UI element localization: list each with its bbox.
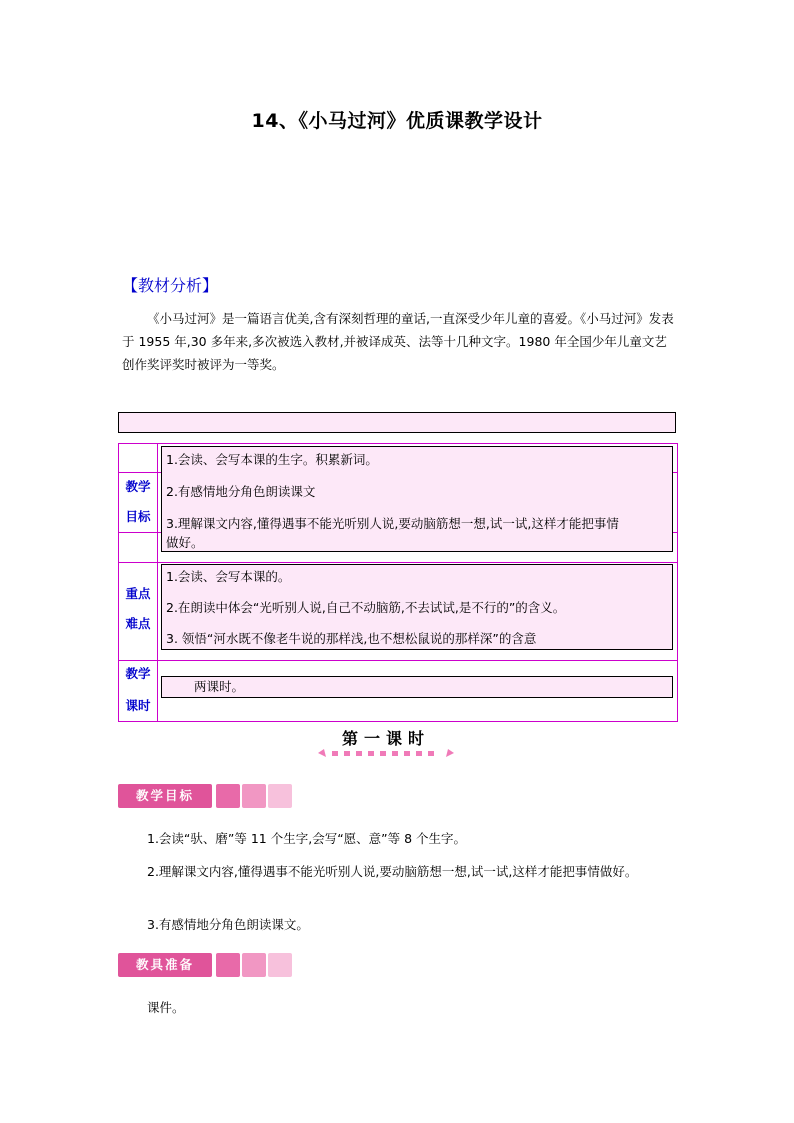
tag-square-decor — [216, 953, 240, 977]
tag-square-decor — [216, 784, 240, 808]
page-title: 14、《小马过河》优质课教学设计 — [251, 110, 543, 132]
analysis-text: 《小马过河》是一篇语言优美,含有深刻哲理的童话,一直深受少年儿童的喜爱。《小马过河》发表于 1955 年,30 多年来,多次被选入教材,并被译成英、法等十几种文字。1980 年全国少年儿童文艺创作奖评奖时被评为一等奖。 — [122, 311, 674, 372]
keypoints-label-1: 重点 — [125, 586, 151, 601]
hours-text: 两课时。 — [194, 679, 245, 694]
lesson-title: 第一课时 — [341, 729, 430, 748]
table-header-bar — [118, 412, 676, 433]
goals-cell — [161, 446, 673, 552]
goals-line: 做好。 — [166, 535, 204, 550]
keypoints-line: 1.会读、会写本课的。 — [166, 569, 291, 584]
keypoints-line: 3. 领悟“河水既不像老牛说的那样浅,也不想松鼠说的那样深”的含意 — [166, 631, 537, 646]
table-row-divider — [119, 562, 677, 563]
goals-line: 3.理解课文内容,懂得遇事不能光听别人说,要动脑筋想一想,试一试,这样才能把事情 — [166, 516, 619, 531]
tag-square-decor — [242, 784, 266, 808]
keypoints-cell — [161, 564, 673, 650]
goal-item: 3.有感情地分角色朗读课文。 — [147, 917, 309, 932]
hours-cell — [161, 676, 673, 698]
table-column-divider — [157, 444, 158, 721]
tag-square-decor — [268, 784, 292, 808]
goals-label-2: 目标 — [125, 509, 151, 524]
keypoints-label-2: 难点 — [125, 616, 151, 631]
goals-line: 1.会读、会写本课的生字。积累新词。 — [166, 452, 378, 467]
tag-square-decor — [242, 953, 266, 977]
lesson-banner — [308, 726, 464, 760]
goals-line: 2.有感情地分角色朗读课文 — [166, 484, 316, 499]
tag-square-decor — [268, 953, 292, 977]
lesson-info-table — [118, 443, 678, 722]
tools-text: 课件。 — [147, 1000, 185, 1015]
teaching-goals-tag-label: 教学目标 — [118, 784, 212, 808]
teaching-tools-tag — [118, 953, 294, 977]
teaching-goals-tag — [118, 784, 294, 808]
goal-item: 2.理解课文内容,懂得遇事不能光听别人说,要动脑筋想一想,试一试,这样才能把事情做好。 — [147, 864, 638, 879]
hours-label-2: 课时 — [125, 698, 151, 713]
goals-label-1: 教学 — [125, 479, 151, 494]
goal-item: 1.会读“驮、磨”等 11 个生字,会写“愿、意”等 8 个生字。 — [147, 831, 467, 846]
table-row-divider — [119, 660, 677, 661]
analysis-heading: 【教材分析】 — [122, 276, 219, 295]
hours-label-1: 教学 — [125, 666, 151, 681]
keypoints-line: 2.在朗读中体会“光听别人说,自己不动脑筋,不去试试,是不行的”的含义。 — [166, 600, 566, 615]
lesson-decor-dots — [318, 748, 454, 758]
teaching-tools-tag-label: 教具准备 — [118, 953, 212, 977]
